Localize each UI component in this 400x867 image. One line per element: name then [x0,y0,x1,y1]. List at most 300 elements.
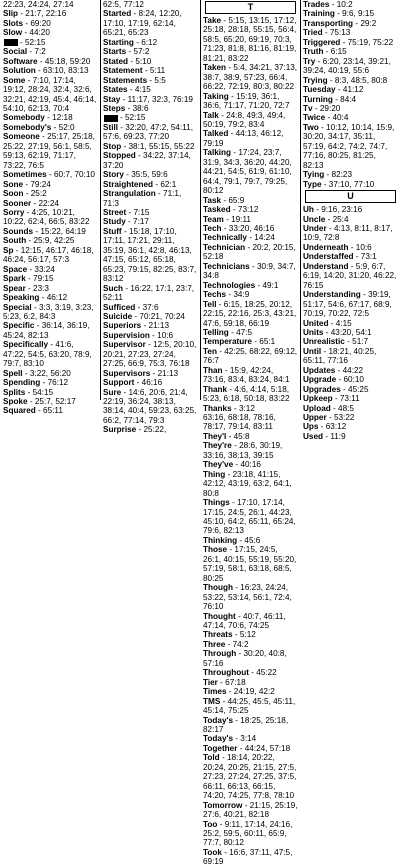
index-entry [303,252,398,261]
index-word: Take [203,16,222,25]
index-column-4 [303,0,398,441]
index-entry [103,312,198,321]
page-line-references: - 10:6 [350,242,372,252]
redaction-block [4,39,18,46]
index-entry [303,262,398,290]
index-entry [203,233,298,242]
index-entry [303,215,398,224]
index-entry [103,142,198,151]
index-word: Surprise [103,425,137,435]
index-word: Trades [303,0,330,9]
index-entry [303,394,398,403]
index-entry [203,612,298,631]
index-word: Took [203,847,222,857]
index-word: Triggered [303,37,341,47]
index-entry [203,536,298,545]
page-line-references: - 6:12 [136,37,158,47]
index-word: Ups [303,422,319,432]
index-word: Upload [303,403,331,413]
page-line-references: - 46:16 [136,378,163,388]
index-word: Tying [303,170,325,180]
index-entry [3,113,98,122]
index-word: Used [303,431,324,441]
page-line-references: - 25:9, 42:25 [28,236,75,246]
index-entry [303,85,398,94]
index-word: TMS [203,696,221,706]
index-entry [203,820,298,848]
index-word: Too [203,819,218,829]
index-word: Splits [3,387,26,397]
index-entry [103,76,198,85]
page-line-references: - 52:15 [20,37,46,47]
index-column-3 [203,0,298,867]
index-word: Statements [103,75,148,85]
index-word: Unrealistic [303,337,345,347]
section-letter-header: U [305,190,396,203]
page-line-references: - 38:1, 55:15, 55:22 [123,141,195,151]
page-line-references: - 7:2 [29,47,46,57]
index-word: Specific [3,321,35,331]
index-word: Sone [3,179,24,189]
page-line-references: - 73:12 [232,205,259,215]
page-line-references: - 7:17 [128,217,149,227]
index-word: Under [303,223,327,233]
index-entry [203,460,298,469]
index-entry [203,678,298,687]
index-entry [203,640,298,649]
index-entry [203,687,298,696]
index-word: Ten [203,346,217,356]
page-line-references: - 16:22, 17:1, 23:7, 52:11 [103,283,195,303]
page-line-references: - 8:24, 12:20, 17:10, 17:19, 62:14, 65:21, 65:23 [103,9,182,38]
index-entry [3,19,98,28]
page-line-references: - 24:8, 49:3, 49:4, 50:19, 79:2, 83:4 [203,110,286,129]
index-word: Techs [203,290,227,300]
page-line-references: - 5:9, 6:7, 6:19, 14:20, 31:20, 46:22, 76:15 [303,261,397,290]
index-entry [103,85,198,94]
index-word: Technologies [203,280,256,290]
index-word: Though [203,583,234,593]
index-entry [103,321,198,330]
index-entry [303,38,398,47]
index-entry [3,340,98,368]
page-line-references: - 17:10, 17:14, 17:15, 24:5, 26:1, 44:23, 45:10, 64:2, 65:11, 65:24, 79:6, 82:13 [203,498,296,536]
index-word: Someone [3,132,40,142]
page-line-references: - 35:5, 59:6 [126,170,168,180]
page-line-references: - 44:24, 57:18 [239,743,291,753]
page-line-references: - 32:20, 47:2, 54:11, 57:6, 69:23, 77:20 [103,122,193,142]
index-word: Technicians [203,261,250,271]
index-entry [103,388,198,426]
page-line-references: - 16:23, 24:24, 53:22, 53:14, 56:1, 72:4, 76:10 [203,583,292,612]
page-line-references: - 73:1 [355,252,377,262]
page-line-references: - 40:4 [327,113,349,123]
page-line-references: - 76:12 [42,378,69,388]
index-word: Taken [203,63,227,73]
index-word: Software [3,56,38,66]
index-entry [303,9,398,18]
index-word: Started [103,9,132,19]
index-word: Threats [203,630,233,640]
index-entry [203,224,298,233]
page-line-references: - 4:15 [330,318,352,328]
index-entry [103,9,198,37]
page-line-references: - 46:12 [41,293,68,303]
index-entry [203,63,298,91]
index-entry [103,378,198,387]
index-word: Underneath [303,242,349,252]
index-word: They'l [203,431,227,441]
page-line-references: - 30:9, 34:7, 34:8 [203,261,296,281]
page-line-references: - 6:15 [325,47,347,57]
page-line-references: - 74:2 [227,639,249,649]
page-line-references: - 15:18, 17:10, 17:11, 17:21, 29:11, 35:19, 36:1, 42:8, 46:13, 47:15, 65:12, 65:18, 65:23, 79:15, 82:25, 83:7, 83:12 [103,226,197,284]
page-line-references: - 23:18, 41:15, 42:12, 43:19, 63:2, 64:1, 80:8 [203,469,292,498]
index-entry [203,281,298,290]
index-entry [303,432,398,441]
index-entry [103,303,198,312]
index-word: Straightened [103,179,154,189]
page-line-references: - 36:14, 36:19, 45:24, 82:13 [3,321,90,340]
page-line-references: - 44:25, 45:5, 45:11, 45:14, 75:25 [203,696,296,716]
index-entry [3,274,98,283]
page-line-references: - 11:17, 32:3, 76:19 [122,94,193,104]
index-entry [3,303,98,322]
page-line-references: - 82:23 [326,170,353,180]
index-word: Trying [303,75,328,85]
page-line-references: - 5:10 [130,56,152,66]
page-line-references: - 47:5 [231,327,252,337]
index-column-1 [3,0,98,416]
index-word: Tell [203,299,217,309]
index-word: Telling [203,327,229,337]
page-line-references: - 15:19, 36:1, 36:6, 71:17, 71:20, 72:7 [203,91,290,111]
page-line-references: - 70:21, 70:24 [134,311,185,321]
index-word: Still [103,122,119,132]
page-line-references: - 33:24 [29,264,55,274]
index-entry [3,170,98,179]
index-entry [203,262,298,281]
page-line-references: - 30:20, 40:8, 57:16 [203,649,287,668]
page-line-references: 22:23, 24:24, 27:14 [3,0,74,9]
index-entry [303,123,398,170]
index-entry [303,337,398,346]
page-line-references: - 19:11 [226,214,251,224]
page-line-references: - 67:18 [220,677,246,687]
index-word: Three [203,639,226,649]
index-entry [303,413,398,422]
page-line-references: - 14:6, 20:6, 21:4, 22:19, 36:24, 38:13, 38:14, 40:4, 59:23, 63:25, 66:2, 77:14, 79:3 [103,387,197,425]
index-word: Sufficed [103,302,136,312]
page-line-references: - 17:15, 24:5, 26:1, 40:15, 55:19, 55:20, 57:19, 58:1, 63:18, 68:5, 80:25 [203,545,297,583]
index-entry [203,92,298,111]
index-entry [203,734,298,743]
page-line-references: - 29:2 [355,18,377,28]
index-word: Somebody [3,113,45,123]
index-entry [3,321,98,340]
index-word: Study [103,217,126,227]
page-line-references: - 48:5 [333,403,354,413]
page-line-references: - 12:18 [47,113,73,123]
page-line-references: - 41:6, 47:22, 54:5, 63:20, 78:9, 79:7, 83:10 [3,340,92,369]
index-entry [103,208,198,217]
index-entry [203,205,298,214]
index-entry [303,422,398,431]
page-line-references: - 34:22, 37:14, 37:20 [103,151,191,170]
index-word: Told [203,753,220,763]
page-line-references: - 21:13 [143,321,170,331]
index-word: Upkeep [303,394,333,404]
page-line-references: - 6:20, 23:14, 39:21, 39:24, 40:19, 55:6 [303,56,391,76]
index-word: Solution [3,66,36,76]
index-word: Stopped [103,151,136,161]
page-line-references: - 22:24 [33,198,59,208]
index-word: Steps [103,103,126,113]
index-entry [203,470,298,498]
page-line-references: - 4:25, 10:21, 10:22, 62:4, 66:5, 83:22 [3,207,90,227]
index-word: Thank [203,384,228,394]
page-line-references: - 25:4 [327,214,349,224]
page-line-references: - 57:2 [128,47,150,57]
index-word: Throughout [203,668,249,678]
index-entry [3,284,98,293]
page-line-references: 63:16, 68:18, 78:16, 78:17, 79:14, 83:11 [203,413,276,432]
index-word: Transporting [303,18,354,28]
page-line-references: - 21:15, 25:19, 27:6, 40:21, 82:18 [203,800,298,820]
index-entry [103,57,198,66]
index-word: Tv [303,103,313,113]
index-entry [103,425,198,434]
page-line-references: 62:5, 77:12 [103,0,144,9]
index-entry [303,76,398,85]
index-word: Thinking [203,535,238,545]
index-word: Today's [203,715,234,725]
index-entry [203,129,298,148]
index-entry [3,397,98,406]
index-word: Talking [203,148,232,158]
index-word: Sooner [3,198,32,208]
index-entry [3,57,98,66]
index-entry [3,0,98,9]
page-line-references: - 6:15, 18:25, 20:12, 22:15, 22:16, 25:3, 43:21, 47:6, 59:18, 66:19 [203,299,297,328]
page-line-references: - 65:9 [223,195,245,205]
index-word: States [103,85,128,95]
index-word: Understanding [303,290,361,300]
index-word: Street [103,207,127,217]
index-word: Thanks [203,403,232,413]
page-line-references: - 5:4, 34:21, 37:13, 38:7, 38:9, 57:23, 66:4, 66:22, 72:19, 80:3, 80:22 [203,63,298,92]
index-word: Story [103,170,124,180]
index-entry [3,76,98,114]
page-line-references: - 37:6 [137,302,159,312]
page-line-references: - 21:13 [152,368,179,378]
index-entry [3,208,98,227]
index-entry [103,38,198,47]
index-word: Tried [303,28,323,38]
index-word: Spending [3,378,41,388]
index-word: Space [3,264,28,274]
index-entry [103,227,198,284]
index-word: Spoke [3,397,28,407]
index-word: Suicide [103,311,133,321]
page-line-references: - 41:12 [337,85,364,95]
index-entry [103,113,198,122]
page-line-references: - 34:9 [228,290,250,300]
page-line-references: - 45:8 [228,431,250,441]
index-entry [3,28,98,37]
index-word: Sounds [3,226,34,236]
index-entry [3,132,98,170]
index-entry [3,9,98,18]
index-entry [303,95,398,104]
page-line-references: - 33:20, 46:16 [223,223,275,233]
index-word: Uncle [303,214,326,224]
page-line-references: - 17:24, 23:7, 31:9, 34:3, 36:20, 44:20, 44:21, 54:5, 61:9, 61:10, 64:4, 79:1, 79:7, 79:25, 80:12 [203,148,292,196]
index-word: Updates [303,365,336,375]
page-line-references: - 5:12 [234,630,256,640]
page-line-references: - 60:7, 70:10 [48,170,95,180]
page-line-references: - 65:11 [38,406,63,416]
index-word: Strangulation [103,189,156,199]
page-line-references: - 53:22 [328,413,355,423]
page-line-references: - 18:25, 25:18, 82:17 [203,715,289,734]
index-entry [3,246,98,265]
index-entry [303,385,398,394]
index-word: Things [203,498,230,508]
index-entry [203,111,298,130]
index-entry [3,180,98,189]
index-entry [303,113,398,122]
page-line-references: - 10:6 [152,330,174,340]
index-word: Until [303,346,322,356]
page-line-references: - 15:9, 42:24, 73:16, 83:4, 83:24, 84:1 [203,365,290,385]
index-entry [303,404,398,413]
index-word: Training [303,9,335,19]
page-line-references: - 60:10 [338,375,364,385]
index-word: Spell [3,368,23,378]
index-entry [303,243,398,252]
index-entry [103,0,198,9]
index-word: Team [203,214,224,224]
index-entry [203,630,298,639]
index-word: Upgrade [303,375,337,385]
index-entry [203,290,298,299]
index-word: Units [303,327,324,337]
index-entry [203,716,298,735]
index-entry [303,104,398,113]
index-word: They're [203,441,232,451]
page-line-references: - 65:1 [254,337,276,347]
index-word: Stuff [103,226,122,236]
index-entry [3,47,98,56]
index-entry [303,224,398,243]
index-entry [203,16,298,63]
page-line-references: - 12:5, 20:10, 20:21, 27:23, 27:24, 27:25, 66:9, 75:3, 76:18 [103,340,197,369]
page-line-references: - 84:4 [335,94,357,104]
page-line-references: - 12:15, 46:17, 46:18, 46:24, 56:17, 57:3 [3,245,94,265]
index-entry [3,227,98,236]
index-entry [203,649,298,668]
page-line-references: - 37:10, 77:10 [323,179,375,189]
page-line-references: - 45:22 [251,668,277,678]
index-entry [303,19,398,28]
index-entry [203,148,298,195]
page-line-references: - 44:22 [337,365,364,375]
index-entry [103,95,198,104]
page-line-references: - 63:10, 83:13 [38,66,89,76]
index-entry [203,545,298,583]
index-word: Talk [203,110,219,120]
index-entry [103,170,198,179]
index-entry [303,290,398,318]
index-entry [303,57,398,76]
index-word: Technician [203,242,246,252]
index-word: Such [103,283,124,293]
column-divider [100,0,101,400]
index-word: Thought [203,611,236,621]
index-word: Tier [203,677,218,687]
page-line-references: - 40:16 [235,460,261,470]
index-word: Temperature [203,337,252,347]
index-word: Today's [203,734,234,744]
index-word: Special [3,302,32,312]
index-word: Starting [103,37,134,47]
index-entry [103,369,198,378]
index-entry [203,801,298,820]
index-entry [103,47,198,56]
index-word: Two [303,122,319,132]
index-entry [203,385,298,404]
index-entry [203,300,298,328]
index-word: Statement [103,66,143,76]
index-word: Squared [3,406,36,416]
index-word: Understaffed [303,252,354,262]
page-line-references: - 3:22, 56:20 [24,368,71,378]
page-line-references: - 10:12, 10:14, 15:9, 30:20, 34:17, 35:11, 57:19, 64:2, 74:2, 74:7, 77:16, 80:25, 81:25, 82:13 [303,122,395,170]
index-entry [103,284,198,303]
index-word: Specifically [3,340,49,350]
index-word: Taking [203,91,229,101]
index-word: Slots [3,18,24,28]
index-word: Superiors [103,321,142,331]
page-line-references: - 79:15 [28,274,54,284]
page-line-references: - 25:17, 25:18, 25:22, 27:19, 56:1, 58:5, 59:13, 62:19, 71:17, 73:22, 76:5 [3,132,95,170]
index-word: Sometimes [3,170,47,180]
page-line-references: - 45:18, 59:20 [39,56,91,66]
index-entry [303,47,398,56]
index-word: Sp [3,245,14,255]
page-line-references: - 4:13, 8:11, 8:17, 10:9, 72:8 [303,223,393,243]
index-entry [3,123,98,132]
index-entry [303,28,398,37]
page-line-references: - 9:11, 17:14, 24:16, 25:2, 59:5, 60:11, 65:9, 77:7, 80:12 [203,819,293,848]
column-divider [200,0,201,400]
index-entry [203,347,298,366]
index-word: Tasked [203,205,231,215]
index-word: United [303,318,329,328]
index-entry [203,441,298,460]
index-entry [103,123,198,142]
page-line-references: - 20:2, 20:15, 52:18 [203,242,296,262]
index-word: Stay [103,94,121,104]
index-word: Try [303,56,316,66]
index-entry [103,104,198,113]
index-word: Uh [303,205,314,215]
index-word: Upgrades [303,384,341,394]
index-word: Type [303,179,322,189]
index-word: Spear [3,283,26,293]
page-line-references: - 39:19, 51:17, 54:6, 67:17, 68:9, 70:19, 70:22, 72:5 [303,290,392,319]
